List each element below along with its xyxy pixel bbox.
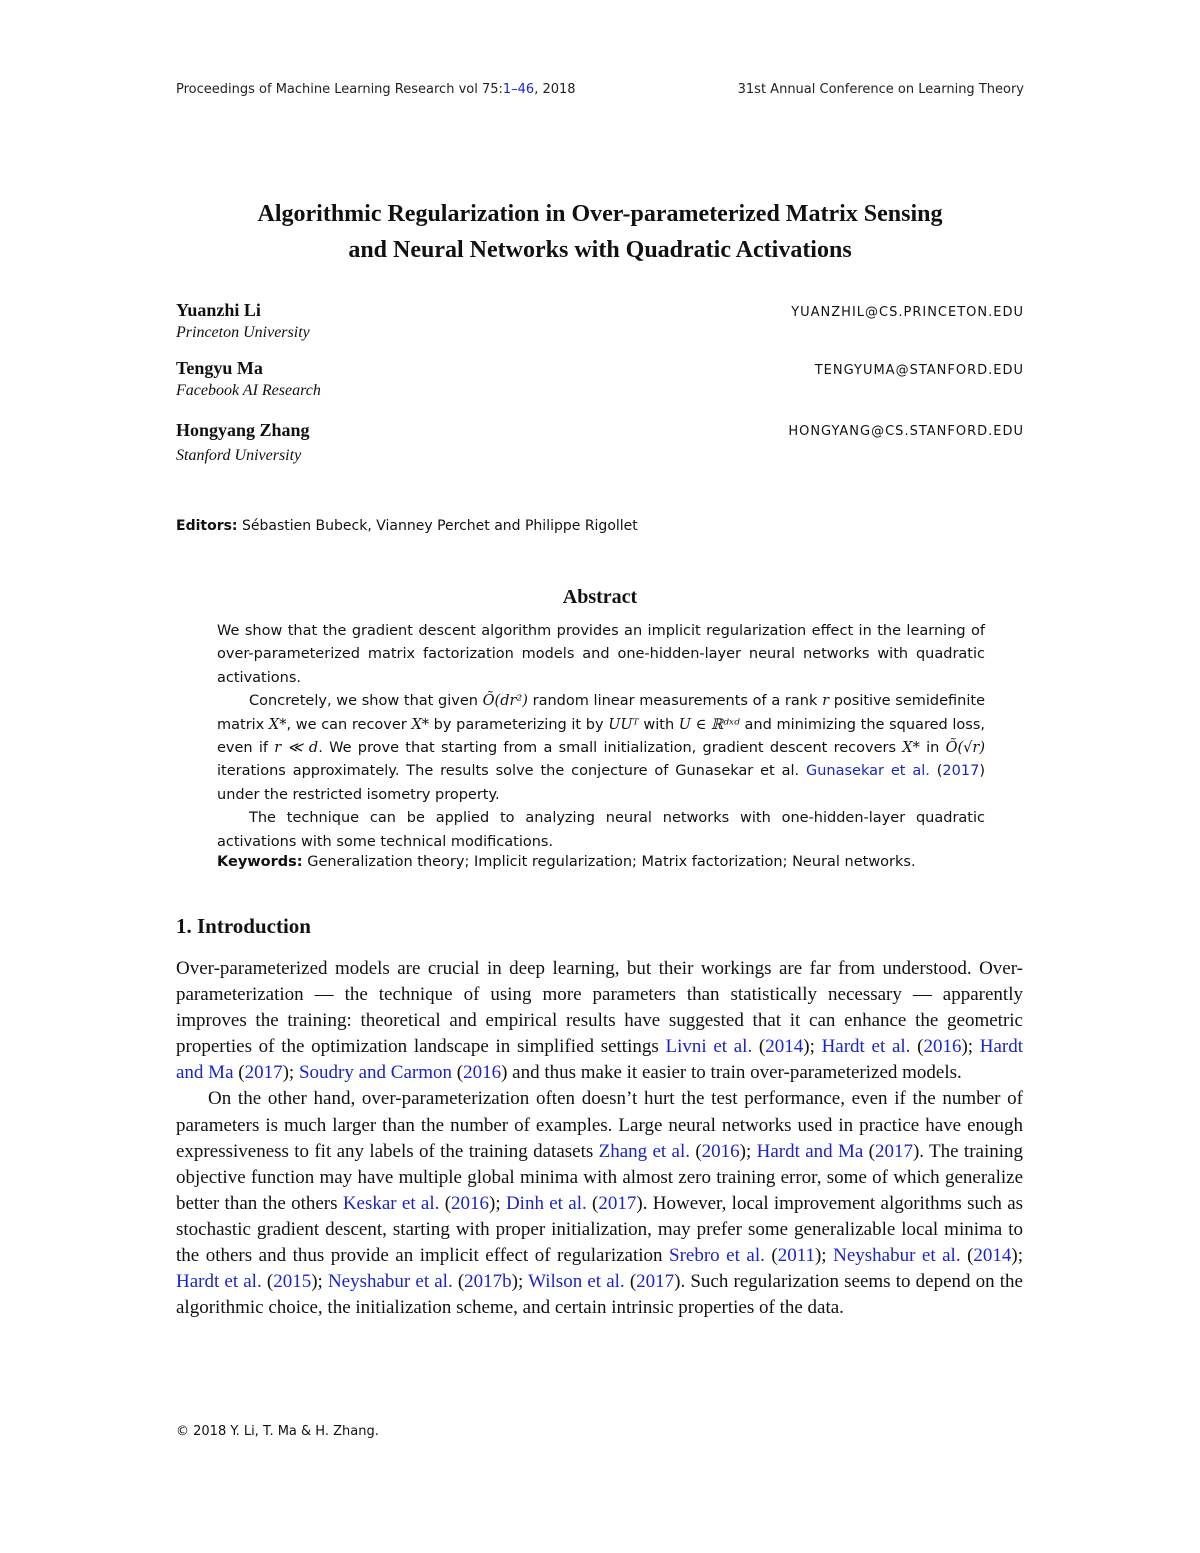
text: ( xyxy=(452,1271,465,1293)
citation-link[interactable]: 2014 xyxy=(765,1036,804,1058)
citation-link[interactable]: Keskar et al. xyxy=(342,1192,440,1214)
keywords-text: Generalization theory; Implicit regularization; Matrix factorization; Neural networks. xyxy=(307,854,916,870)
text: ( xyxy=(752,1036,766,1058)
author-email[interactable]: HONGYANG@CS.STANFORD.EDU xyxy=(788,424,1024,439)
text: ( xyxy=(960,1245,974,1267)
text: ( xyxy=(452,1062,464,1084)
copyright-footer: © 2018 Y. Li, T. Ma & H. Zhang. xyxy=(176,1424,379,1439)
text: ( xyxy=(863,1140,875,1162)
citation-link[interactable]: 2017 xyxy=(244,1062,283,1084)
citation-link[interactable]: Gunasekar et al. xyxy=(806,763,930,780)
abstract-paragraph-3: The technique can be applied to analyzing neural networks with one-hidden-layer quadratic activations with some technical modifications. xyxy=(217,810,985,850)
text: positive semidefinite matrix xyxy=(217,693,986,733)
text: in xyxy=(919,740,946,757)
math: r ≪ d xyxy=(274,740,319,757)
text: ); xyxy=(511,1271,529,1293)
text: ); xyxy=(814,1245,834,1267)
text: ); xyxy=(282,1062,299,1084)
citation-year-link[interactable]: 2017 xyxy=(942,763,980,780)
text: ( xyxy=(910,1036,924,1058)
text: ( xyxy=(764,1245,778,1267)
text: ); xyxy=(803,1036,822,1058)
citation-link[interactable]: Dinh et al. xyxy=(505,1192,587,1214)
author-name: Yuanzhi Li xyxy=(176,300,261,320)
text: Concretely, we show that given xyxy=(249,693,483,710)
citation-link[interactable]: Zhang et al. xyxy=(598,1140,690,1162)
author-email[interactable]: YUANZHIL@CS.PRINCETON.EDU xyxy=(791,305,1024,320)
editors-names: Sébastien Bubeck, Vianney Perchet and Philippe Rigollet xyxy=(241,518,638,534)
text: . We prove that starting from a small initialization, gradient descent recovers xyxy=(318,740,903,757)
text: ); xyxy=(739,1140,757,1162)
citation-link[interactable]: Hardt and Ma xyxy=(756,1140,864,1162)
text: and minimizing the squared loss, even if xyxy=(217,716,985,757)
math: X* xyxy=(268,716,287,733)
citation-link[interactable]: 2017b xyxy=(464,1271,512,1293)
citation-link[interactable]: Livni et al. xyxy=(665,1036,753,1058)
abstract-body xyxy=(217,620,985,854)
author-affiliation: Stanford University xyxy=(176,447,302,464)
citation-link[interactable]: 2017 xyxy=(636,1271,675,1293)
keywords-line xyxy=(217,854,985,870)
paper-title xyxy=(150,196,1050,268)
author-affiliation: Facebook AI Research xyxy=(176,382,321,399)
text: ); xyxy=(489,1192,506,1214)
citation-link[interactable]: 2011 xyxy=(777,1245,815,1267)
abstract-heading: Abstract xyxy=(562,586,638,608)
text: ( xyxy=(586,1192,599,1214)
text: with xyxy=(638,716,679,733)
text: ) and thus make it easier to train over-parameterized models. xyxy=(501,1062,962,1084)
running-header-right: 31st Annual Conference on Learning Theory xyxy=(737,82,1024,97)
text: ( xyxy=(439,1192,452,1214)
author-name: Tengyu Ma xyxy=(176,358,263,378)
citation-link[interactable]: Hardt et al. xyxy=(821,1036,911,1058)
math: Õ(√r) xyxy=(945,740,985,757)
section-heading: 1. Introduction xyxy=(176,914,311,938)
citation-link[interactable]: 2014 xyxy=(973,1245,1012,1267)
text: ) under the restricted isometry property. xyxy=(217,763,985,803)
text: Over-parameterized models are crucial in deep learning, but their workings are far from understood. Over-parameterization — the technique of using more parameters than statistically necessary — apparently improves the training: theoretical and empirical results have suggested that it can enhance the geometric properties of the optimization landscape in simplified settings xyxy=(176,958,1023,1058)
citation-link[interactable]: 2015 xyxy=(273,1271,312,1293)
author-affiliation: Princeton University xyxy=(176,324,310,341)
citation-link[interactable]: 2017 xyxy=(874,1140,913,1162)
text: random linear measurements of a rank xyxy=(527,693,823,710)
intro-paragraph-2 xyxy=(176,1086,1023,1321)
keywords-label: Keywords: xyxy=(217,854,303,870)
intro-paragraph-1 xyxy=(176,956,1023,1086)
text: ( xyxy=(233,1062,245,1084)
text: ( xyxy=(261,1271,274,1293)
citation-link[interactable]: Srebro et al. xyxy=(669,1245,765,1267)
text: iterations approximately. The results solve the conjecture of Gunasekar et al. xyxy=(217,763,806,780)
math: X* xyxy=(902,740,920,757)
title-line-1: Algorithmic Regularization in Over-parameterized Matrix Sensing xyxy=(257,201,943,227)
math: UUᵀ xyxy=(608,716,639,733)
math: Õ(dr²) xyxy=(482,693,528,710)
text: ). However, local improvement algorithms such as stochastic gradient descent, starting with proper initialization, may prefer some generalizable local minima to the others and thus provide an implicit effect of regularization xyxy=(176,1192,1024,1267)
citation-link[interactable]: Neyshabur et al. xyxy=(833,1245,961,1267)
citation-link[interactable]: 2017 xyxy=(598,1192,637,1214)
math: r xyxy=(822,693,830,710)
citation-link[interactable]: Soudry and Carmon xyxy=(298,1062,452,1084)
citation-link[interactable]: 2016 xyxy=(451,1192,490,1214)
text: ). Such regularization seems to depend on the algorithmic choice, the initialization scheme, and certain intrinsic properties of the data. xyxy=(176,1271,1023,1319)
running-header-left xyxy=(176,82,576,97)
text: by parameterizing it by xyxy=(429,716,609,733)
citation-link[interactable]: 2016 xyxy=(463,1062,502,1084)
editors-line xyxy=(176,518,638,534)
citation-link[interactable]: Hardt and Ma xyxy=(176,1036,1024,1084)
text: ( xyxy=(929,763,943,780)
author-email[interactable]: TENGYUMA@STANFORD.EDU xyxy=(814,363,1024,378)
header-venue: Proceedings of Machine Learning Research vol 75: xyxy=(176,82,503,97)
text: On the other hand, over-parameterization often doesn’t hurt the test performance, even if the number of parameters is much larger than the number of examples. Large neural networks used in practice have enough expressiveness to fit any labels of the training datasets xyxy=(176,1088,1023,1162)
abstract-paragraph-1: We show that the gradient descent algorithm provides an implicit regularization effect in the learning of over-parameterized matrix factorization models and one-hidden-layer neural networks with quadratic activations. xyxy=(217,623,985,686)
text: ( xyxy=(690,1140,702,1162)
math: X* xyxy=(411,716,430,733)
text: ); xyxy=(311,1271,328,1293)
title-line-2: and Neural Networks with Quadratic Activations xyxy=(348,237,852,263)
text: ); xyxy=(1011,1245,1024,1267)
page-range-link[interactable]: 1–46 xyxy=(502,82,535,97)
text: ). The training objective function may have multiple global minima with almost zero training error, some of which generalize better than the others xyxy=(176,1140,1024,1214)
citation-link[interactable]: Neyshabur et al. xyxy=(327,1271,453,1293)
abstract-paragraph-2 xyxy=(217,690,985,807)
citation-link[interactable]: Wilson et al. xyxy=(528,1271,625,1293)
citation-link[interactable]: Hardt et al. xyxy=(176,1271,262,1293)
text: ( xyxy=(624,1271,637,1293)
text: ); xyxy=(961,1036,980,1058)
author-name: Hongyang Zhang xyxy=(176,420,310,440)
citation-link[interactable]: 2016 xyxy=(701,1140,740,1162)
citation-link[interactable]: 2016 xyxy=(923,1036,962,1058)
editors-label: Editors: xyxy=(176,518,238,534)
intro-body xyxy=(176,956,1023,1321)
math: U ∈ ℝᵈˣᵈ xyxy=(678,716,740,733)
text: , we can recover xyxy=(286,716,412,733)
header-year: , 2018 xyxy=(534,82,576,97)
